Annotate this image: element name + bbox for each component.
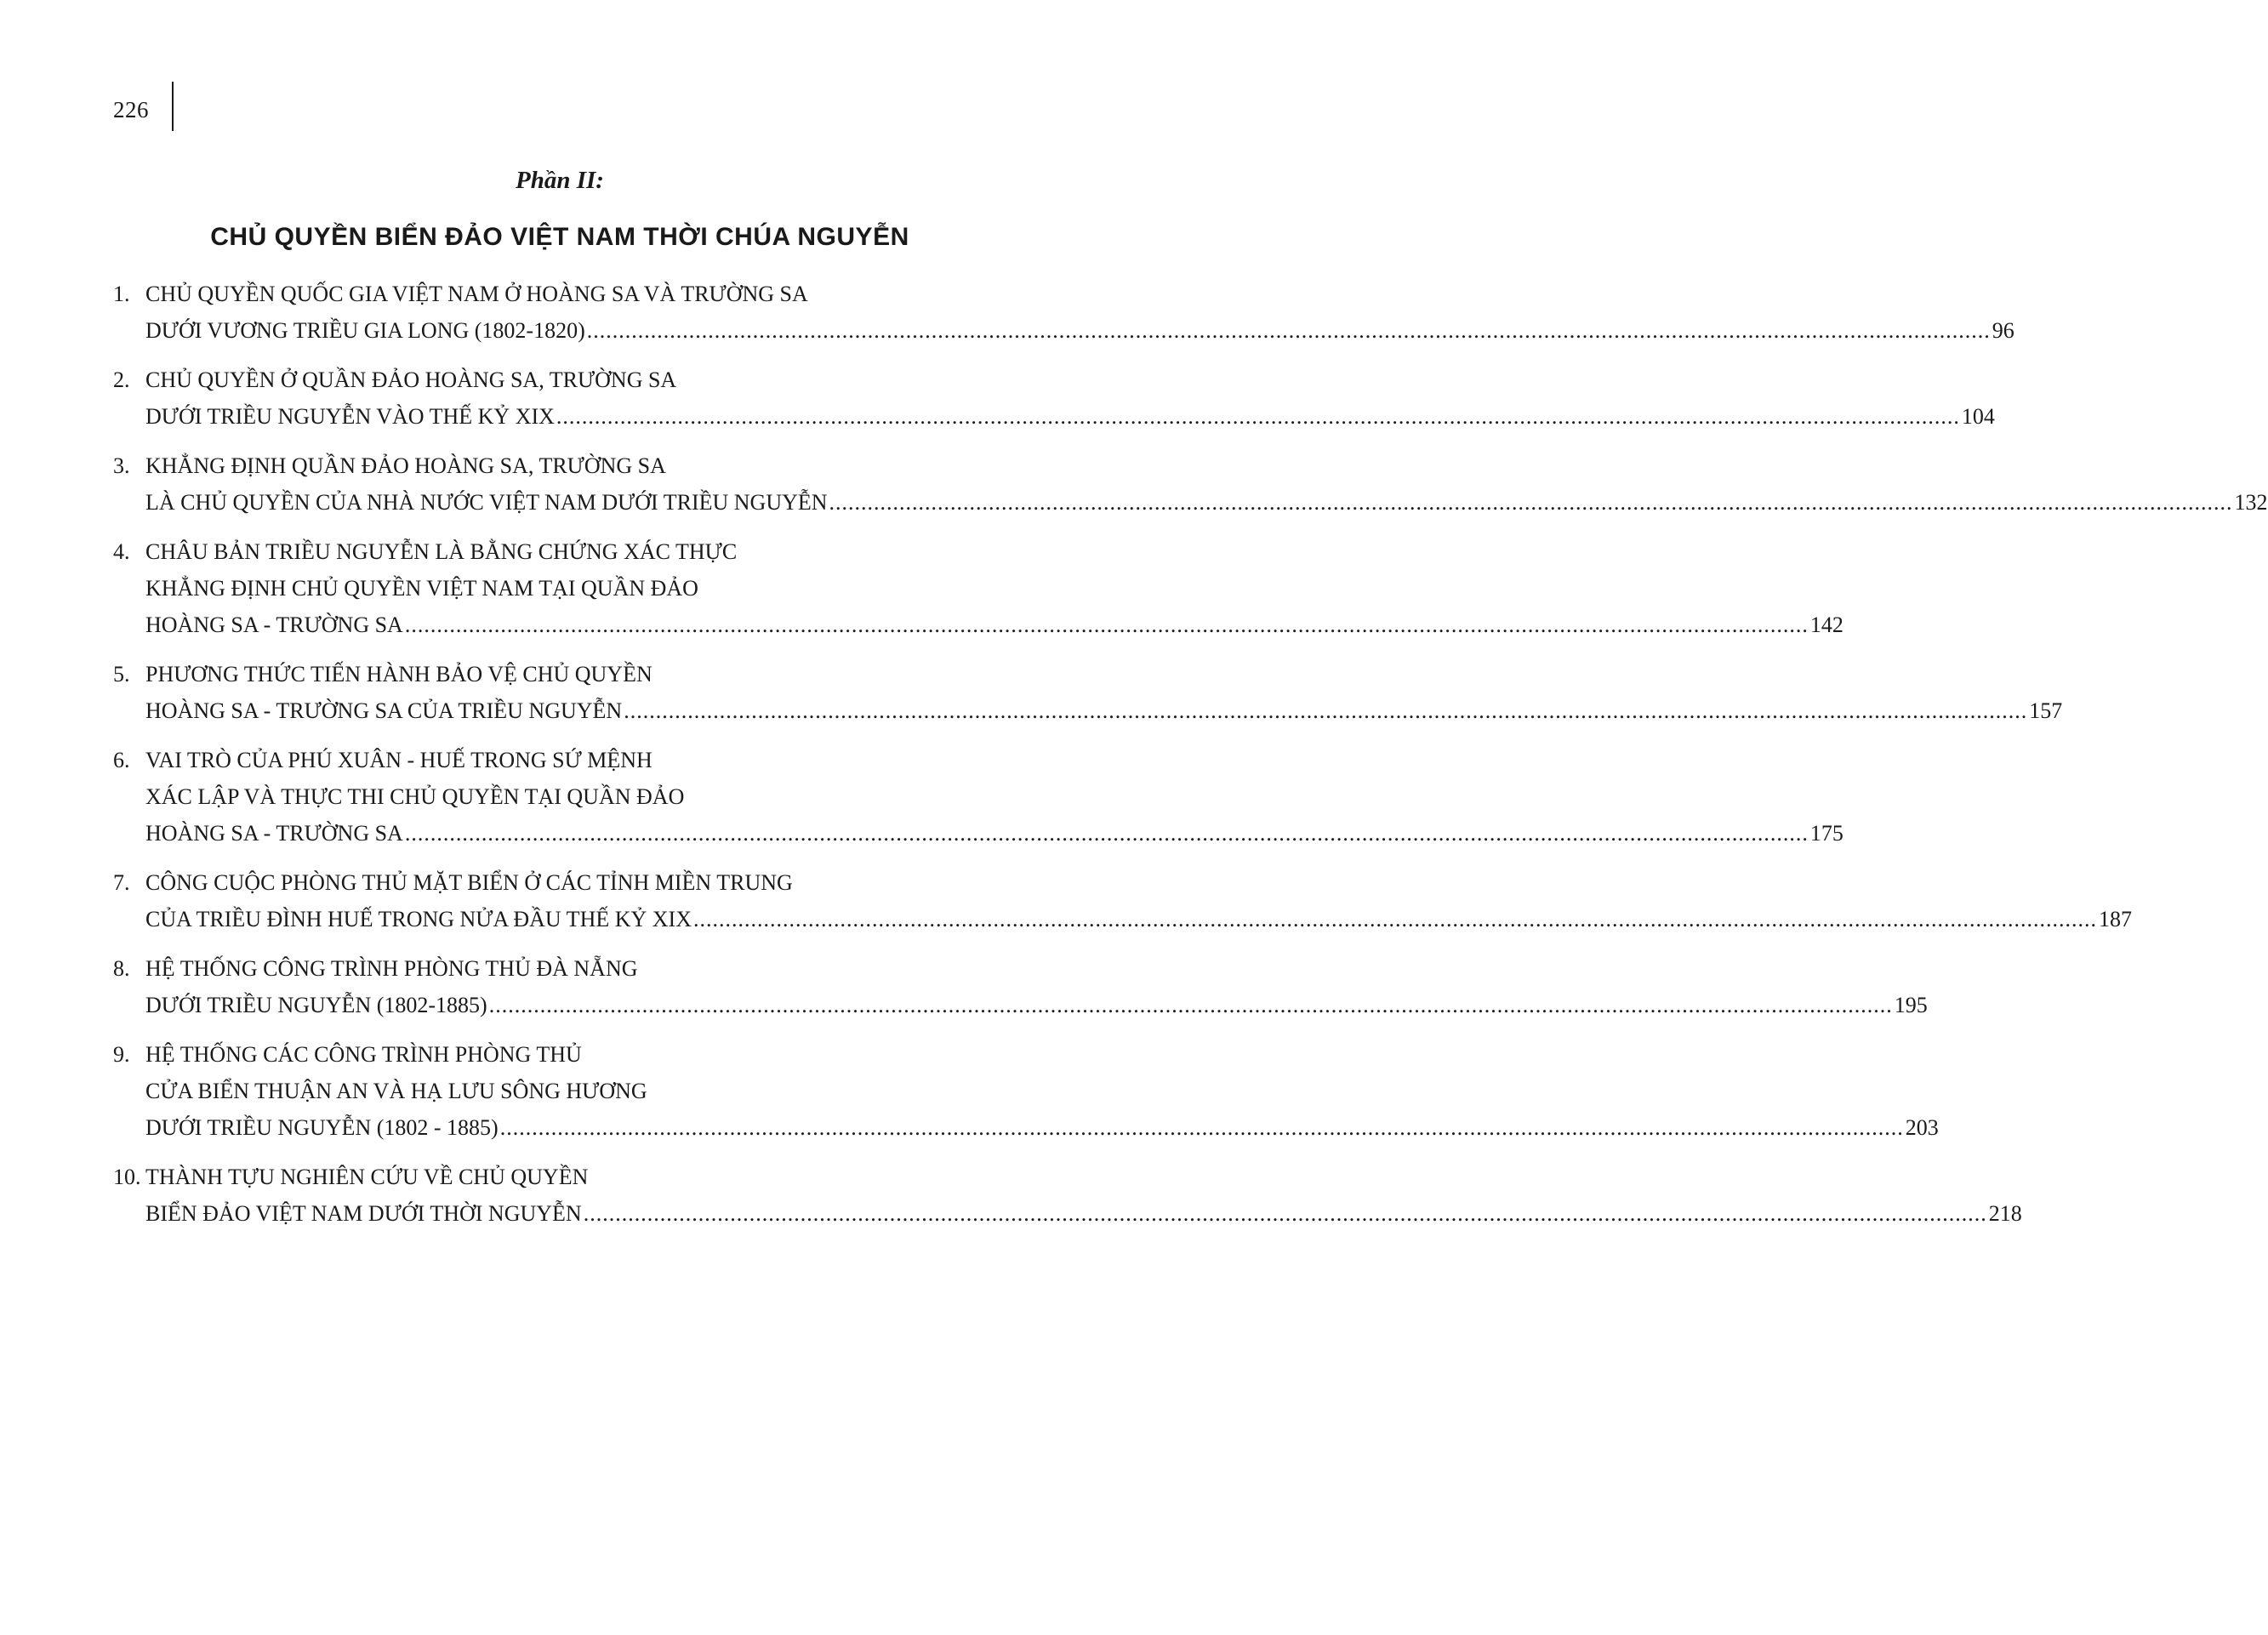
toc-line <box>113 1159 972 1195</box>
toc-entry-number: 1. <box>113 282 130 306</box>
toc-entry-title: KHẲNG ĐỊNH QUẦN ĐẢO HOÀNG SA, TRƯỜNG SA <box>145 453 666 478</box>
dot-leader: ............................................................................................................................................................................................................................ <box>583 1201 1987 1226</box>
toc-entry-title: HOÀNG SA - TRƯỜNG SA CỦA TRIỀU NGUYỄN <box>145 698 623 723</box>
toc-entry-title: VAI TRÒ CỦA PHÚ XUÂN - HUẾ TRONG SỨ MỆNH <box>145 748 652 772</box>
toc-line <box>113 484 2268 521</box>
toc-entry-title: LÀ CHỦ QUYỀN CỦA NHÀ NƯỚC VIỆT NAM DƯỚI TRIỀU NGUYỄN <box>145 490 828 515</box>
header-divider <box>172 82 174 131</box>
toc-entry-number: 8. <box>113 956 130 981</box>
toc-entry-title: XÁC LẬP VÀ THỰC THI CHỦ QUYỀN TẠI QUẦN ĐẢO <box>145 784 685 809</box>
toc-line <box>113 312 2014 349</box>
dot-leader: ............................................................................................................................................................................................................................ <box>404 612 1809 637</box>
toc-line <box>113 1073 972 1109</box>
toc-entry-title: DƯỚI TRIỀU NGUYỄN (1802-1885) <box>145 993 487 1017</box>
toc-entry-number: 7. <box>113 870 130 895</box>
toc-entry-title: DƯỚI VƯƠNG TRIỀU GIA LONG (1802-1820) <box>145 318 585 343</box>
toc-entry-title: CỦA TRIỀU ĐÌNH HUẾ TRONG NỬA ĐẦU THẾ KỶ XIX <box>145 907 692 931</box>
toc-line <box>113 362 972 398</box>
toc-entry-number: 2. <box>113 367 130 392</box>
toc-line <box>113 692 2063 729</box>
toc-line <box>113 1036 972 1073</box>
dot-leader: ............................................................................................................................................................................................................................ <box>693 907 2097 931</box>
toc-entry-title: HỆ THỐNG CÁC CÔNG TRÌNH PHÒNG THỦ <box>145 1042 582 1067</box>
toc-line <box>113 901 2132 937</box>
toc-entry-title: CHỦ QUYỀN QUỐC GIA VIỆT NAM Ở HOÀNG SA VÀ TRƯỜNG SA <box>145 282 808 306</box>
toc-entry <box>113 950 1928 1023</box>
toc-line <box>113 656 972 692</box>
dot-leader: ............................................................................................................................................................................................................................ <box>586 318 1991 343</box>
part-label: Phần II: <box>516 167 604 194</box>
toc-line <box>113 864 972 901</box>
toc-page-number: 96 <box>1992 318 2014 343</box>
toc-entry-number: 9. <box>113 1042 130 1067</box>
toc-entry-title: KHẲNG ĐỊNH CHỦ QUYỀN VIỆT NAM TẠI QUẦN ĐẢO <box>145 576 698 601</box>
toc-entry-number: 3. <box>113 453 130 478</box>
toc-entry <box>113 864 2132 937</box>
toc-entry-title: CỬA BIỂN THUẬN AN VÀ HẠ LƯU SÔNG HƯƠNG <box>145 1079 647 1103</box>
toc-entry-number: 10. <box>113 1165 141 1189</box>
toc-entry <box>113 533 1843 643</box>
toc-page-number: 195 <box>1894 993 1928 1017</box>
toc-entry-title: DƯỚI TRIỀU NGUYỄN (1802 - 1885) <box>145 1115 499 1140</box>
dot-leader: ............................................................................................................................................................................................................................ <box>556 404 1960 429</box>
toc-entry-title: CÔNG CUỘC PHÒNG THỦ MẶT BIỂN Ở CÁC TỈNH MIỀN TRUNG <box>145 870 793 895</box>
toc-entry-title: BIỂN ĐẢO VIỆT NAM DƯỚI THỜI NGUYỄN <box>145 1201 582 1226</box>
toc-page-number: 203 <box>1905 1115 1939 1140</box>
toc-entry-title: DƯỚI TRIỀU NGUYỄN VÀO THẾ KỶ XIX <box>145 404 555 429</box>
toc-entry <box>113 742 1843 852</box>
toc-line <box>113 815 1843 852</box>
toc-line <box>113 447 972 484</box>
toc-entry-title: CHÂU BẢN TRIỀU NGUYỄN LÀ BẰNG CHỨNG XÁC THỰC <box>145 539 738 564</box>
toc-entry-title: CHỦ QUYỀN Ở QUẦN ĐẢO HOÀNG SA, TRƯỜNG SA <box>145 367 677 392</box>
toc-line <box>113 533 972 570</box>
toc-line <box>113 398 1995 435</box>
dot-leader: ............................................................................................................................................................................................................................ <box>624 698 2028 723</box>
toc-entry <box>113 1159 2022 1232</box>
toc-line <box>113 742 972 778</box>
toc-entry-number: 6. <box>113 748 130 772</box>
toc-entry-title: HOÀNG SA - TRƯỜNG SA <box>145 612 403 637</box>
toc-line <box>113 950 972 987</box>
toc-page-number: 187 <box>2099 907 2132 931</box>
toc-entry <box>113 276 2014 349</box>
toc-entry <box>113 362 1995 435</box>
toc-page-number: 218 <box>1988 1201 2022 1226</box>
toc-entry-title: HỆ THỐNG CÔNG TRÌNH PHÒNG THỦ ĐÀ NẴNG <box>145 956 638 981</box>
page-header <box>113 92 149 134</box>
toc-entry-number: 5. <box>113 662 130 686</box>
toc-page-number: 132 <box>2234 490 2268 515</box>
table-of-contents <box>113 276 2268 1245</box>
toc-page-number: 157 <box>2029 698 2063 723</box>
toc-line <box>113 987 1928 1023</box>
toc-line <box>113 570 972 607</box>
toc-entry-title: THÀNH TỰU NGHIÊN CỨU VỀ CHỦ QUYỀN <box>145 1165 589 1189</box>
dot-leader: ............................................................................................................................................................................................................................ <box>499 1115 1904 1140</box>
toc-line <box>113 1195 2022 1232</box>
page-number: 226 <box>113 97 149 122</box>
toc-entry <box>113 447 2268 521</box>
toc-page-number: 104 <box>1961 404 1995 429</box>
toc-entry <box>113 1036 1939 1146</box>
dot-leader: ............................................................................................................................................................................................................................ <box>488 993 1893 1017</box>
dot-leader: ............................................................................................................................................................................................................................ <box>829 490 2233 515</box>
dot-leader: ............................................................................................................................................................................................................................ <box>404 821 1809 846</box>
toc-page-number: 142 <box>1809 612 1843 637</box>
toc-entry-title: HOÀNG SA - TRƯỜNG SA <box>145 821 403 846</box>
toc-line <box>113 1109 1939 1146</box>
toc-entry-number: 4. <box>113 539 130 564</box>
toc-page-number: 175 <box>1809 821 1843 846</box>
toc-line <box>113 276 972 312</box>
toc-line <box>113 778 972 815</box>
toc-entry-title: PHƯƠNG THỨC TIẾN HÀNH BẢO VỆ CHỦ QUYỀN <box>145 662 652 686</box>
toc-entry <box>113 656 2063 729</box>
toc-line <box>113 607 1843 643</box>
part-title: CHỦ QUYỀN BIỂN ĐẢO VIỆT NAM THỜI CHÚA NGUYỄN <box>210 223 909 251</box>
